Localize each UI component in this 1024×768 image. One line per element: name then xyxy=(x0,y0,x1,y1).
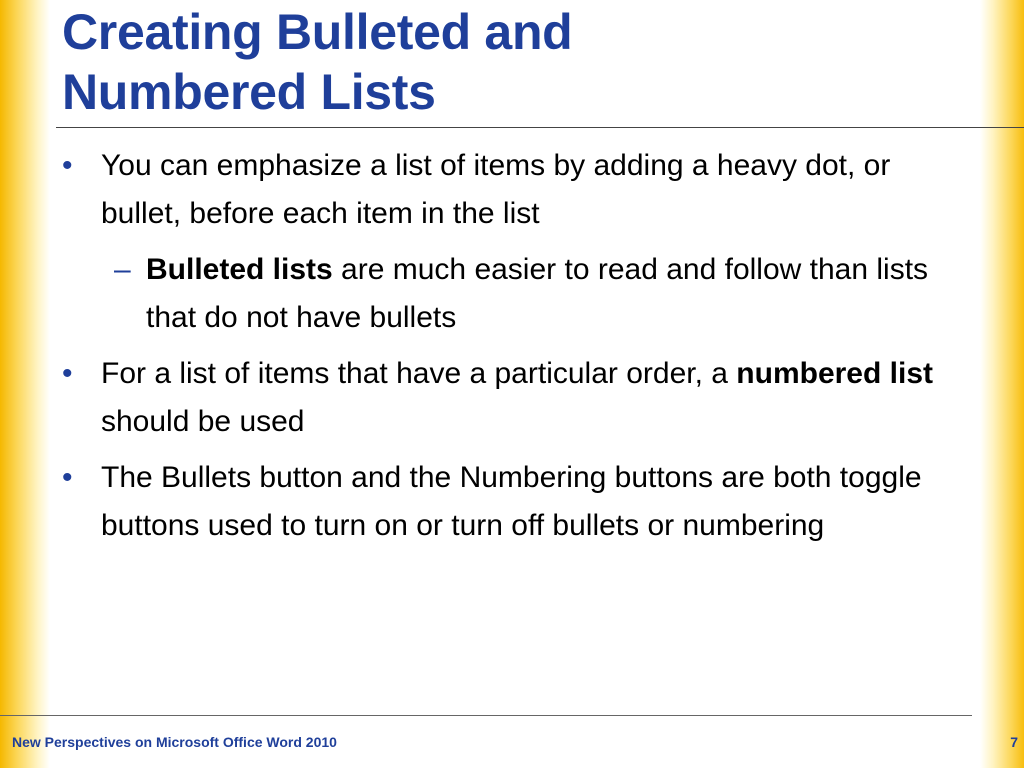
bullet-1 xyxy=(62,142,962,238)
bullet-3 xyxy=(62,454,962,550)
bullet-2-text-after: should be used xyxy=(101,405,305,438)
footer-course-title: New Perspectives on Microsoft Office Word 2010 xyxy=(12,734,337,750)
bullet-2-bold: numbered list xyxy=(736,357,933,390)
bullet-1-text: You can emphasize a list of items by adding a heavy dot, or bullet, before each item in the list xyxy=(101,149,891,230)
title-line-1: Creating Bulleted and xyxy=(62,4,573,60)
bullet-3-text: The Bullets button and the Numbering buttons are both toggle buttons used to turn on or turn off bullets or numbering xyxy=(101,461,922,542)
bullet-2 xyxy=(62,350,962,446)
bullet-dot-icon: • xyxy=(62,461,73,494)
bullet-dot-icon: • xyxy=(62,357,73,390)
slide-body xyxy=(62,142,962,558)
footer-divider xyxy=(0,715,972,716)
title-line-2: Numbered Lists xyxy=(62,64,436,120)
left-decorative-band xyxy=(0,0,50,768)
right-decorative-band xyxy=(980,0,1024,768)
title-divider xyxy=(56,127,1024,128)
sub-bullet-1 xyxy=(62,246,962,342)
sub-bullet-1-text: are much easier to read and follow than lists that do not have bullets xyxy=(146,253,929,334)
bullet-dot-icon: • xyxy=(62,149,73,182)
dash-icon: – xyxy=(114,253,131,286)
sub-bullet-1-bold: Bulleted lists xyxy=(146,253,333,286)
slide-page-number: 7 xyxy=(1010,734,1018,750)
bullet-2-text: For a list of items that have a particular order, a xyxy=(101,357,737,390)
slide-title xyxy=(62,2,782,122)
